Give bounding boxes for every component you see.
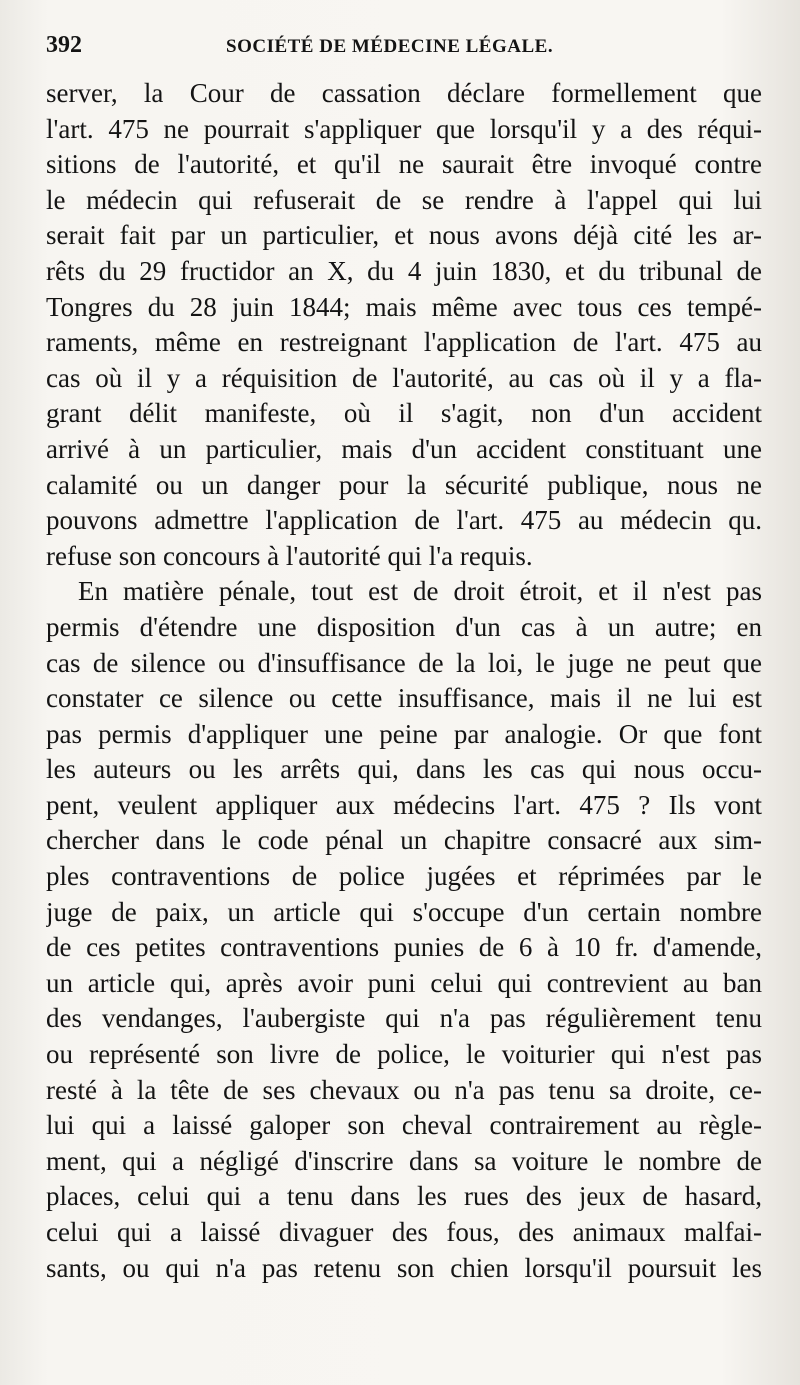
text-line: cas de silence ou d'insuffisance de la loi, le juge ne peut que [46, 647, 762, 678]
paragraph-1 [46, 76, 762, 574]
text-line: rêts du 29 fructidor an X, du 4 juin 1830, et du tribunal de [46, 255, 762, 286]
text-line: ou représenté son livre de police, le voiturier qui n'est pas [46, 1039, 762, 1070]
text-line: resté à la tête de ses chevaux ou n'a pas tenu sa droite, ce- [46, 1074, 762, 1105]
text-line: pas permis d'appliquer une peine par analogie. Or que font [46, 718, 762, 749]
text-line: raments, même en restreignant l'application de l'art. 475 au [46, 327, 762, 358]
text-line: sants, ou qui n'a pas retenu son chien lorsqu'il poursuit les [46, 1252, 762, 1283]
text-line: les auteurs ou les arrêts qui, dans les cas qui nous occu- [46, 754, 762, 785]
text-line: un article qui, après avoir puni celui qui contrevient au ban [46, 967, 762, 998]
text-line: permis d'étendre une disposition d'un cas à un autre; en [46, 611, 762, 642]
text-line: En matière pénale, tout est de droit étroit, et il n'est pas [78, 576, 762, 607]
text-line: l'art. 475 ne pourrait s'appliquer que lorsqu'il y a des réqui- [46, 113, 762, 144]
text-line: pouvons admettre l'application de l'art. 475 au médecin qu. [46, 505, 762, 536]
text-line: juge de paix, un article qui s'occupe d'un certain nombre [46, 896, 762, 927]
text-line: arrivé à un particulier, mais d'un accident constituant une [46, 433, 762, 464]
text-line: ment, qui a négligé d'inscrire dans sa voiture le nombre de [46, 1145, 762, 1176]
text-line: celui qui a laissé divaguer des fous, des animaux malfai- [46, 1217, 762, 1247]
body-text [46, 76, 762, 1286]
text-line: places, celui qui a tenu dans les rues des jeux de hasard, [46, 1181, 762, 1212]
text-line: server, la Cour de cassation déclare formellement que [46, 78, 762, 108]
text-line: cas où il y a réquisition de l'autorité, au cas où il y a fla- [46, 362, 762, 393]
text-line: Tongres du 28 juin 1844; mais même avec tous ces tempé- [46, 291, 762, 322]
page-header [46, 32, 762, 72]
text-line: de ces petites contraventions punies de 6 à 10 fr. d'amende, [46, 932, 762, 963]
text-line: calamité ou un danger pour la sécurité publique, nous ne [46, 469, 762, 500]
text-line: pent, veulent appliquer aux médecins l'art. 475 ? Ils vont [46, 789, 762, 820]
page-number: 392 [46, 32, 82, 58]
text-line: chercher dans le code pénal un chapitre consacré aux sim- [46, 825, 762, 856]
text-line: constater ce silence ou cette insuffisance, mais il ne lui est [46, 683, 762, 714]
paragraph-2 [46, 574, 762, 1286]
running-head: SOCIÉTÉ DE MÉDECINE LÉGALE. [226, 36, 554, 57]
text-line: des vendanges, l'aubergiste qui n'a pas régulièrement tenu [46, 1003, 762, 1034]
text-line: sitions de l'autorité, et qu'il ne saurait être invoqué contre [46, 149, 762, 180]
text-line: grant délit manifeste, où il s'agit, non d'un accident [46, 398, 762, 429]
text-line: refuse son concours à l'autorité qui l'a requis. [46, 540, 533, 571]
text-line: le médecin qui refuserait de se rendre à l'appel qui lui [46, 184, 762, 215]
text-line: serait fait par un particulier, et nous avons déjà cité les ar- [46, 220, 762, 251]
text-line: lui qui a laissé galoper son cheval contrairement au règle- [46, 1110, 762, 1141]
text-line: ples contraventions de police jugées et réprimées par le [46, 861, 762, 892]
